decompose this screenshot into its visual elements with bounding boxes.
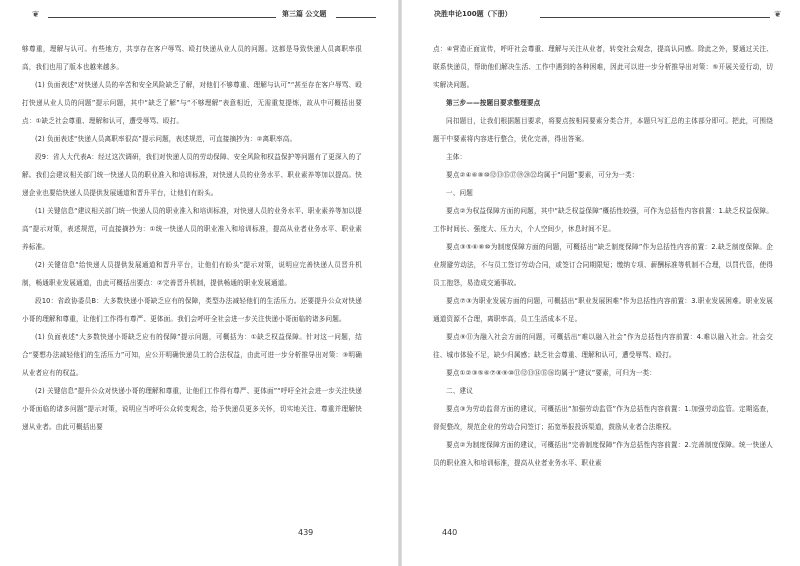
paragraph: (2) 负面表述“快递人员离职率很高”提示问题，表述规范，可直接摘抄为：②离职率高。 [35, 135, 297, 143]
leaf-ornament-icon: ❦ [774, 10, 782, 20]
page-number: 439 [298, 528, 314, 537]
section-heading: 第三步——按题目要求整理要点 [446, 99, 541, 107]
paragraph: 二、建议 [446, 387, 473, 395]
header-rule-right [540, 17, 770, 18]
paragraph: (1) 关键信息“建议相关部门统一快递人员的职业准入和培训标准，对快递人员的业务水平、职业素养等加以提高”提示对策，表述规范，可直接摘抄为：①统一快递人员的职业准入和培训标准，提高从业者业务水平、职业素养标准。 [22, 207, 362, 251]
right-page [400, 0, 800, 566]
paragraph: 要点②为权益保障方面的问题，其中“缺乏权益保障”概括性较强，可作为总括性内容前置：1.缺乏权益保障。工作时间长、强度大、压力大，个人空间少，休息时间不足。 [433, 207, 773, 233]
paragraph: 一、问题 [446, 189, 473, 197]
paragraph: 够尊重，理解与认可。有些地方，共享存在客户辱骂、殴打快递从业人员的问题。这都是导致快递人员离职率很高，我们也用了版本也越来越多。 [22, 45, 362, 71]
page-number: 440 [442, 528, 458, 537]
paragraph: 段10：省政协委员B：大多数快递小哥缺乏应有的保障，类型办法减轻他们的生活压力。还要提升公众对快递小哥的理解和尊重，让他们工作得有尊严、更体面。我们会呼吁全社会进一步关注快递小哥面临的诸多问题。 [22, 297, 362, 323]
paragraph: 要点②为制度保障方面的建议，可概括出“完善制度保障”作为总括性内容前置：2.完善制度保障。统一快递人员的职业准入和培训标准，提高从业者业务水平、职业素 [433, 441, 773, 467]
paragraph: (2) 关键信息“给快递人员提供发展通道和晋升平台，让他们有盼头”提示对策，说明应完善快递人员晋升机制，畅通职业发展通道，由此可概括出要点：②完善晋升机制，提供畅通的职业发展通道。 [22, 261, 362, 287]
right-page-body [433, 40, 773, 472]
paragraph: 要点⑨⑪为融入社会方面的问题，可概括出“难以融入社会”作为总括性内容前置：4.难以融入社会。社会交往、城市体验不足，缺少归属感；缺乏社会尊重、理解和认可，遭受辱骂、殴打。 [433, 333, 773, 359]
paragraph: (1) 负面表述“大多数快递小哥缺乏应有的保障”提示问题，可概括为：①缺乏权益保障。针对这一问题，结合“要想办法减轻他们的生活压力”可知，应公开明确快递员工的合法权益，由此可进一步分析推导出对策：③明确从业者应有的权益。 [22, 333, 362, 377]
right-page-header: 决胜申论100题（下册） [434, 10, 512, 18]
header-rule-left-end [336, 17, 376, 18]
paragraph: 同扣题目，让我们根据题目要求，将要点按相同要素分类合并，本题只写汇总的主体部分即可。把此，可围绕题干中要素将内容进行整合，优化完善，得出答案。 [433, 117, 773, 143]
leaf-ornament-icon: ❦ [32, 10, 40, 20]
header-rule-left [48, 17, 276, 18]
paragraph: 段9：省人大代表A：经过这次调研，我们对快递人员的劳动保障、安全风险和权益保护等问题有了更深入的了解。我们会建议相关部门统一快递人员的职业准入和培训标准，对快递人员的业务水平、职业素养等加以提高。快递企业也要给快递人员提供发展通道和晋升平台，让他们有盼头。 [22, 153, 362, 197]
paragraph: 要点⑦③为职业发展方面的问题，可概括出“职业发展困难”作为总括性内容前置：3.职业发展困难。职业发展通道资源不合理，离职率高，员工生活成本不足。 [433, 297, 773, 323]
paragraph: 主体： [446, 153, 467, 161]
paragraph: 要点②④⑥⑧⑩⑫⑬⑮⑰⑲⑳㉒均属于“问题”要素，可分为一类： [446, 171, 639, 179]
paragraph: 要点③为劳动监督方面的建议，可概括出“加强劳动监管”作为总括性内容前置：1.加强劳动监管。定期巡查，督促整改，规范企业的劳动合同签订；拓宽举报投诉渠道，鼓励从业者合法维权。 [433, 405, 773, 431]
paragraph: (2) 关键信息“提升公众对快递小哥的理解和尊重，让他们工作得有尊严、更体面”“呼吁全社会进一步关注快递小哥面临的诸多问题”提示对策，说明应当呼吁公众转变观念，给予快递员更多关怀，切实地关注、尊重并理解快递从业者。由此可概括出要 [22, 387, 362, 431]
left-page-header: 第三篇 公文题 [282, 10, 327, 18]
paragraph: 要点①②③⑤⑥⑦⑧⑨⑩⑪⑫⑬⑭⑮⑯均属于“建议”要素，可归为一类： [446, 369, 657, 377]
paragraph: 要点③⑤⑥⑧⑩为制度保障方面的问题，可概括出“缺乏制度保障”作为总括性内容前置：2.缺乏制度保障。企业规避劳动法，不与员工签订劳动合同，或签订合同期限短；缴纳专项、薪酬标准等机制不合理，以罚代管，使得员工抱怨，易造成交通事故。 [433, 243, 773, 287]
left-page-body [22, 40, 362, 436]
paragraph: 点：④营造正面宣传，呼吁社会尊重、理解与关注从业者，转变社会观念，提高认同感。除此之外，要通过关注、联系快递员，帮助他们解决生活、工作中遇到的各种困难，因此可以进一步分析推导出对策：⑤开展关爱行动，切实解决问题。 [433, 45, 773, 89]
paragraph: (1) 负面表述“对快递人员的辛苦和安全风险缺乏了解，对他们不够尊重、理解与认可”“甚至存在客户辱骂、殴打快递从业人员的问题”提示问题，其中“缺乏了解”与“不够理解”表意相近，无需重复提炼，故从中可概括出要点：①缺乏社会尊重、理解和认可，遭受辱骂、殴打。 [22, 81, 362, 125]
